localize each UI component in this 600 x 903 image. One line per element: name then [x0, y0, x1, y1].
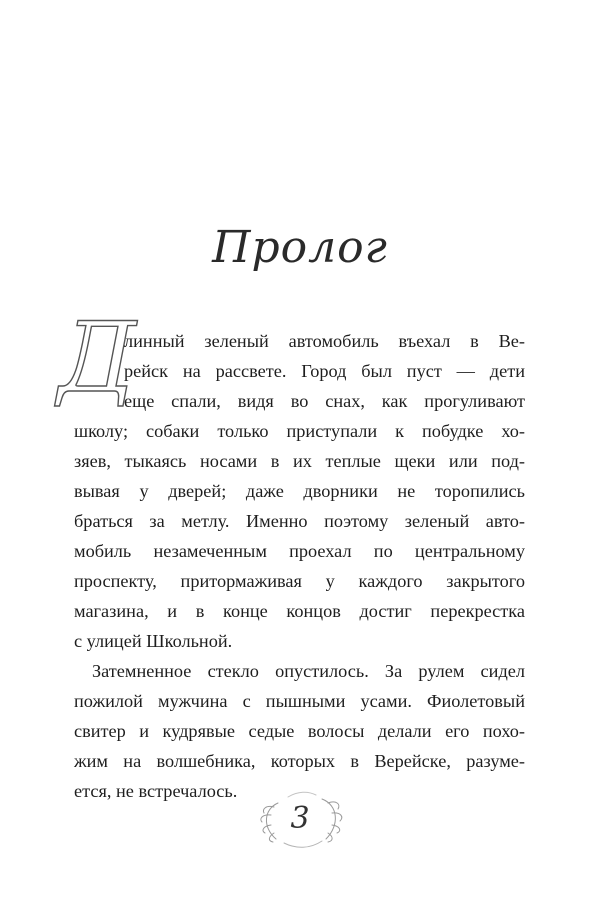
text-line: еще спали, видя во снах, как прогуливают [124, 391, 525, 411]
page-number-ornament [238, 783, 362, 855]
chapter-title: Пролог [212, 222, 388, 273]
text-line: с улицей Школьной. [74, 631, 233, 651]
text-line: рейск на рассвете. Город был пуст — дети [124, 361, 525, 381]
text-line: зяев, тыкаясь носами в их теплые щеки или под- [74, 451, 525, 471]
page-number: 3 [290, 801, 310, 836]
text-line: Затемненное стекло опустилось. За рулем сидел [92, 661, 525, 681]
drop-cap-letter: Д [58, 302, 137, 414]
text-line: пожилой мужчина с пышными усами. Фиолетовый [74, 691, 525, 711]
text-line: свитер и кудрявые седые волосы делали его похо- [74, 721, 525, 741]
text-line: школу; собаки только приступали к побудке хо- [74, 421, 525, 441]
text-line: линный зеленый автомобиль въехал в Ве- [124, 331, 525, 351]
text-line: вывая у дверей; даже дворники не торопились [74, 481, 525, 501]
text-line: мобиль незамеченным проехал по центральному [74, 541, 525, 561]
text-line: жим на волшебника, которых в Верейске, разуме- [74, 751, 525, 771]
body-text [74, 326, 525, 806]
text-line: магазина, и в конце концов достиг перекрестка [74, 601, 525, 621]
text-line: браться за метлу. Именно поэтому зеленый авто- [74, 511, 525, 531]
text-line: ется, не встречалось. [74, 781, 238, 801]
text-line: проспекту, притормаживая у каждого закрытого [74, 571, 525, 591]
